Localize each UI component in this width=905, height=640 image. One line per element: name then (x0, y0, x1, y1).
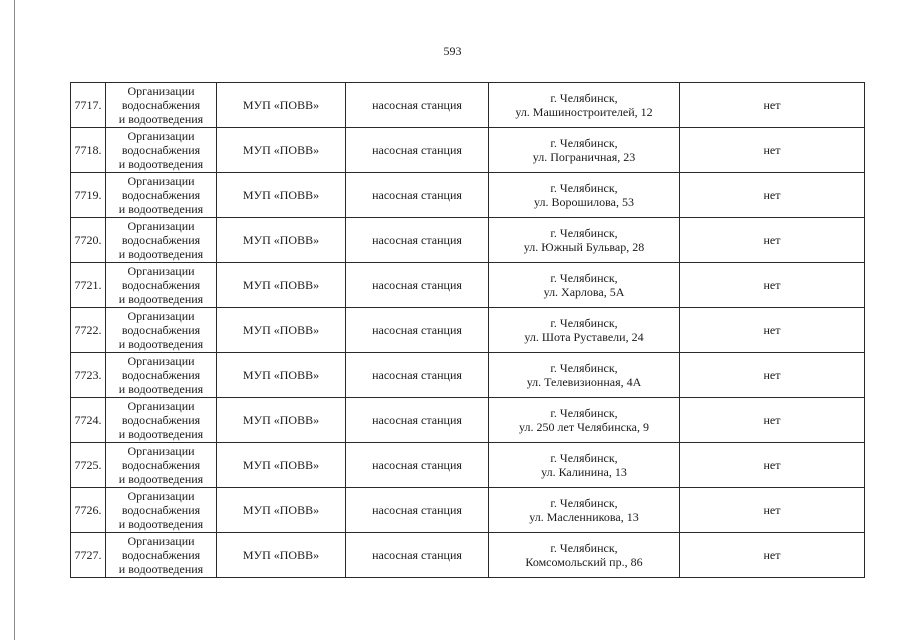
organization-category-line: водоснабжения (121, 458, 201, 472)
row-number: 7727. (71, 533, 106, 578)
entity-name: МУП «ПОВВ» (217, 308, 346, 353)
organization-category-line: водоснабжения (121, 98, 201, 112)
organization-category-line: Организации (127, 399, 195, 413)
organization-category-line: и водоотведения (118, 562, 204, 576)
status-value: нет (680, 218, 865, 263)
table-row (71, 173, 865, 218)
facility-address (489, 533, 680, 578)
facility-type: насосная станция (346, 263, 489, 308)
registry-table-body (71, 83, 865, 578)
organization-category-line: Организации (127, 309, 195, 323)
row-number: 7722. (71, 308, 106, 353)
facility-address-line: г. Челябинск, (550, 136, 618, 150)
facility-type: насосная станция (346, 308, 489, 353)
organization-category-line: водоснабжения (121, 413, 201, 427)
facility-address-line: ул. Телевизионная, 4А (526, 375, 642, 389)
facility-type: насосная станция (346, 488, 489, 533)
status-value: нет (680, 173, 865, 218)
entity-name: МУП «ПОВВ» (217, 218, 346, 263)
organization-category (106, 173, 217, 218)
row-number: 7724. (71, 398, 106, 443)
facility-address (489, 263, 680, 308)
organization-category-line: Организации (127, 354, 195, 368)
facility-type: насосная станция (346, 173, 489, 218)
organization-category (106, 353, 217, 398)
status-value: нет (680, 353, 865, 398)
facility-address (489, 308, 680, 353)
organization-category-line: Организации (127, 84, 195, 98)
status-value: нет (680, 443, 865, 488)
organization-category (106, 488, 217, 533)
facility-address (489, 488, 680, 533)
facility-address (489, 443, 680, 488)
facility-address-line: г. Челябинск, (550, 271, 618, 285)
facility-address-line: ул. Харлова, 5А (543, 285, 625, 299)
organization-category-line: и водоотведения (118, 157, 204, 171)
facility-address (489, 398, 680, 443)
organization-category-line: и водоотведения (118, 292, 204, 306)
facility-address-line: г. Челябинск, (550, 316, 618, 330)
status-value: нет (680, 83, 865, 128)
entity-name: МУП «ПОВВ» (217, 398, 346, 443)
organization-category-line: водоснабжения (121, 323, 201, 337)
organization-category-line: Организации (127, 219, 195, 233)
row-number: 7719. (71, 173, 106, 218)
organization-category-line: Организации (127, 534, 195, 548)
organization-category-line: Организации (127, 129, 195, 143)
entity-name: МУП «ПОВВ» (217, 263, 346, 308)
organization-category-line: и водоотведения (118, 517, 204, 531)
facility-address (489, 353, 680, 398)
organization-category-line: водоснабжения (121, 188, 201, 202)
status-value: нет (680, 128, 865, 173)
organization-category-line: и водоотведения (118, 382, 204, 396)
entity-name: МУП «ПОВВ» (217, 533, 346, 578)
facility-type: насосная станция (346, 398, 489, 443)
table-row (71, 443, 865, 488)
table-row (71, 533, 865, 578)
organization-category-line: и водоотведения (118, 337, 204, 351)
facility-address-line: г. Челябинск, (550, 451, 618, 465)
facility-type: насосная станция (346, 83, 489, 128)
facility-address (489, 128, 680, 173)
table-row (71, 128, 865, 173)
organization-category (106, 83, 217, 128)
facility-address-line: ул. Ворошилова, 53 (534, 195, 634, 209)
registry-table (70, 82, 865, 578)
status-value: нет (680, 533, 865, 578)
organization-category-line: Организации (127, 264, 195, 278)
facility-address (489, 173, 680, 218)
page-number: 593 (443, 44, 462, 58)
facility-address-line: ул. Шота Руставели, 24 (524, 330, 644, 344)
table-row (71, 83, 865, 128)
entity-name: МУП «ПОВВ» (217, 443, 346, 488)
facility-type: насосная станция (346, 128, 489, 173)
entity-name: МУП «ПОВВ» (217, 353, 346, 398)
status-value: нет (680, 263, 865, 308)
organization-category-line: водоснабжения (121, 368, 201, 382)
entity-name: МУП «ПОВВ» (217, 488, 346, 533)
organization-category-line: водоснабжения (121, 143, 201, 157)
facility-address (489, 83, 680, 128)
organization-category (106, 263, 217, 308)
facility-address-line: Комсомольский пр., 86 (525, 555, 643, 569)
facility-address-line: г. Челябинск, (550, 361, 618, 375)
organization-category-line: и водоотведения (118, 472, 204, 486)
facility-address-line: г. Челябинск, (550, 181, 618, 195)
organization-category (106, 308, 217, 353)
status-value: нет (680, 488, 865, 533)
entity-name: МУП «ПОВВ» (217, 128, 346, 173)
facility-type: насосная станция (346, 218, 489, 263)
row-number: 7720. (71, 218, 106, 263)
organization-category (106, 443, 217, 488)
facility-address-line: ул. 250 лет Челябинска, 9 (519, 420, 649, 434)
organization-category-line: Организации (127, 489, 195, 503)
organization-category-line: и водоотведения (118, 247, 204, 261)
facility-address-line: ул. Масленникова, 13 (529, 510, 639, 524)
page-edge-line (14, 0, 15, 640)
facility-address-line: г. Челябинск, (550, 91, 618, 105)
facility-address-line: г. Челябинск, (550, 496, 618, 510)
facility-address-line: г. Челябинск, (550, 406, 618, 420)
row-number: 7721. (71, 263, 106, 308)
organization-category (106, 128, 217, 173)
facility-address-line: г. Челябинск, (550, 541, 618, 555)
facility-address-line: ул. Калинина, 13 (541, 465, 627, 479)
table-row (71, 353, 865, 398)
row-number: 7717. (71, 83, 106, 128)
row-number: 7725. (71, 443, 106, 488)
table-row (71, 263, 865, 308)
facility-type: насосная станция (346, 353, 489, 398)
organization-category (106, 218, 217, 263)
row-number: 7726. (71, 488, 106, 533)
facility-address-line: ул. Пограничная, 23 (532, 150, 636, 164)
organization-category-line: и водоотведения (118, 112, 204, 126)
organization-category-line: водоснабжения (121, 503, 201, 517)
facility-address-line: ул. Южный Бульвар, 28 (523, 240, 645, 254)
organization-category-line: Организации (127, 174, 195, 188)
organization-category-line: водоснабжения (121, 278, 201, 292)
organization-category (106, 398, 217, 443)
row-number: 7723. (71, 353, 106, 398)
row-number: 7718. (71, 128, 106, 173)
entity-name: МУП «ПОВВ» (217, 173, 346, 218)
entity-name: МУП «ПОВВ» (217, 83, 346, 128)
table-row (71, 488, 865, 533)
organization-category-line: водоснабжения (121, 548, 201, 562)
table-row (71, 398, 865, 443)
table-row (71, 218, 865, 263)
organization-category-line: и водоотведения (118, 427, 204, 441)
status-value: нет (680, 398, 865, 443)
facility-address-line: г. Челябинск, (550, 226, 618, 240)
organization-category-line: Организации (127, 444, 195, 458)
facility-type: насосная станция (346, 533, 489, 578)
facility-type: насосная станция (346, 443, 489, 488)
facility-address (489, 218, 680, 263)
table-row (71, 308, 865, 353)
organization-category-line: и водоотведения (118, 202, 204, 216)
organization-category-line: водоснабжения (121, 233, 201, 247)
status-value: нет (680, 308, 865, 353)
facility-address-line: ул. Машиностроителей, 12 (515, 105, 653, 119)
organization-category (106, 533, 217, 578)
